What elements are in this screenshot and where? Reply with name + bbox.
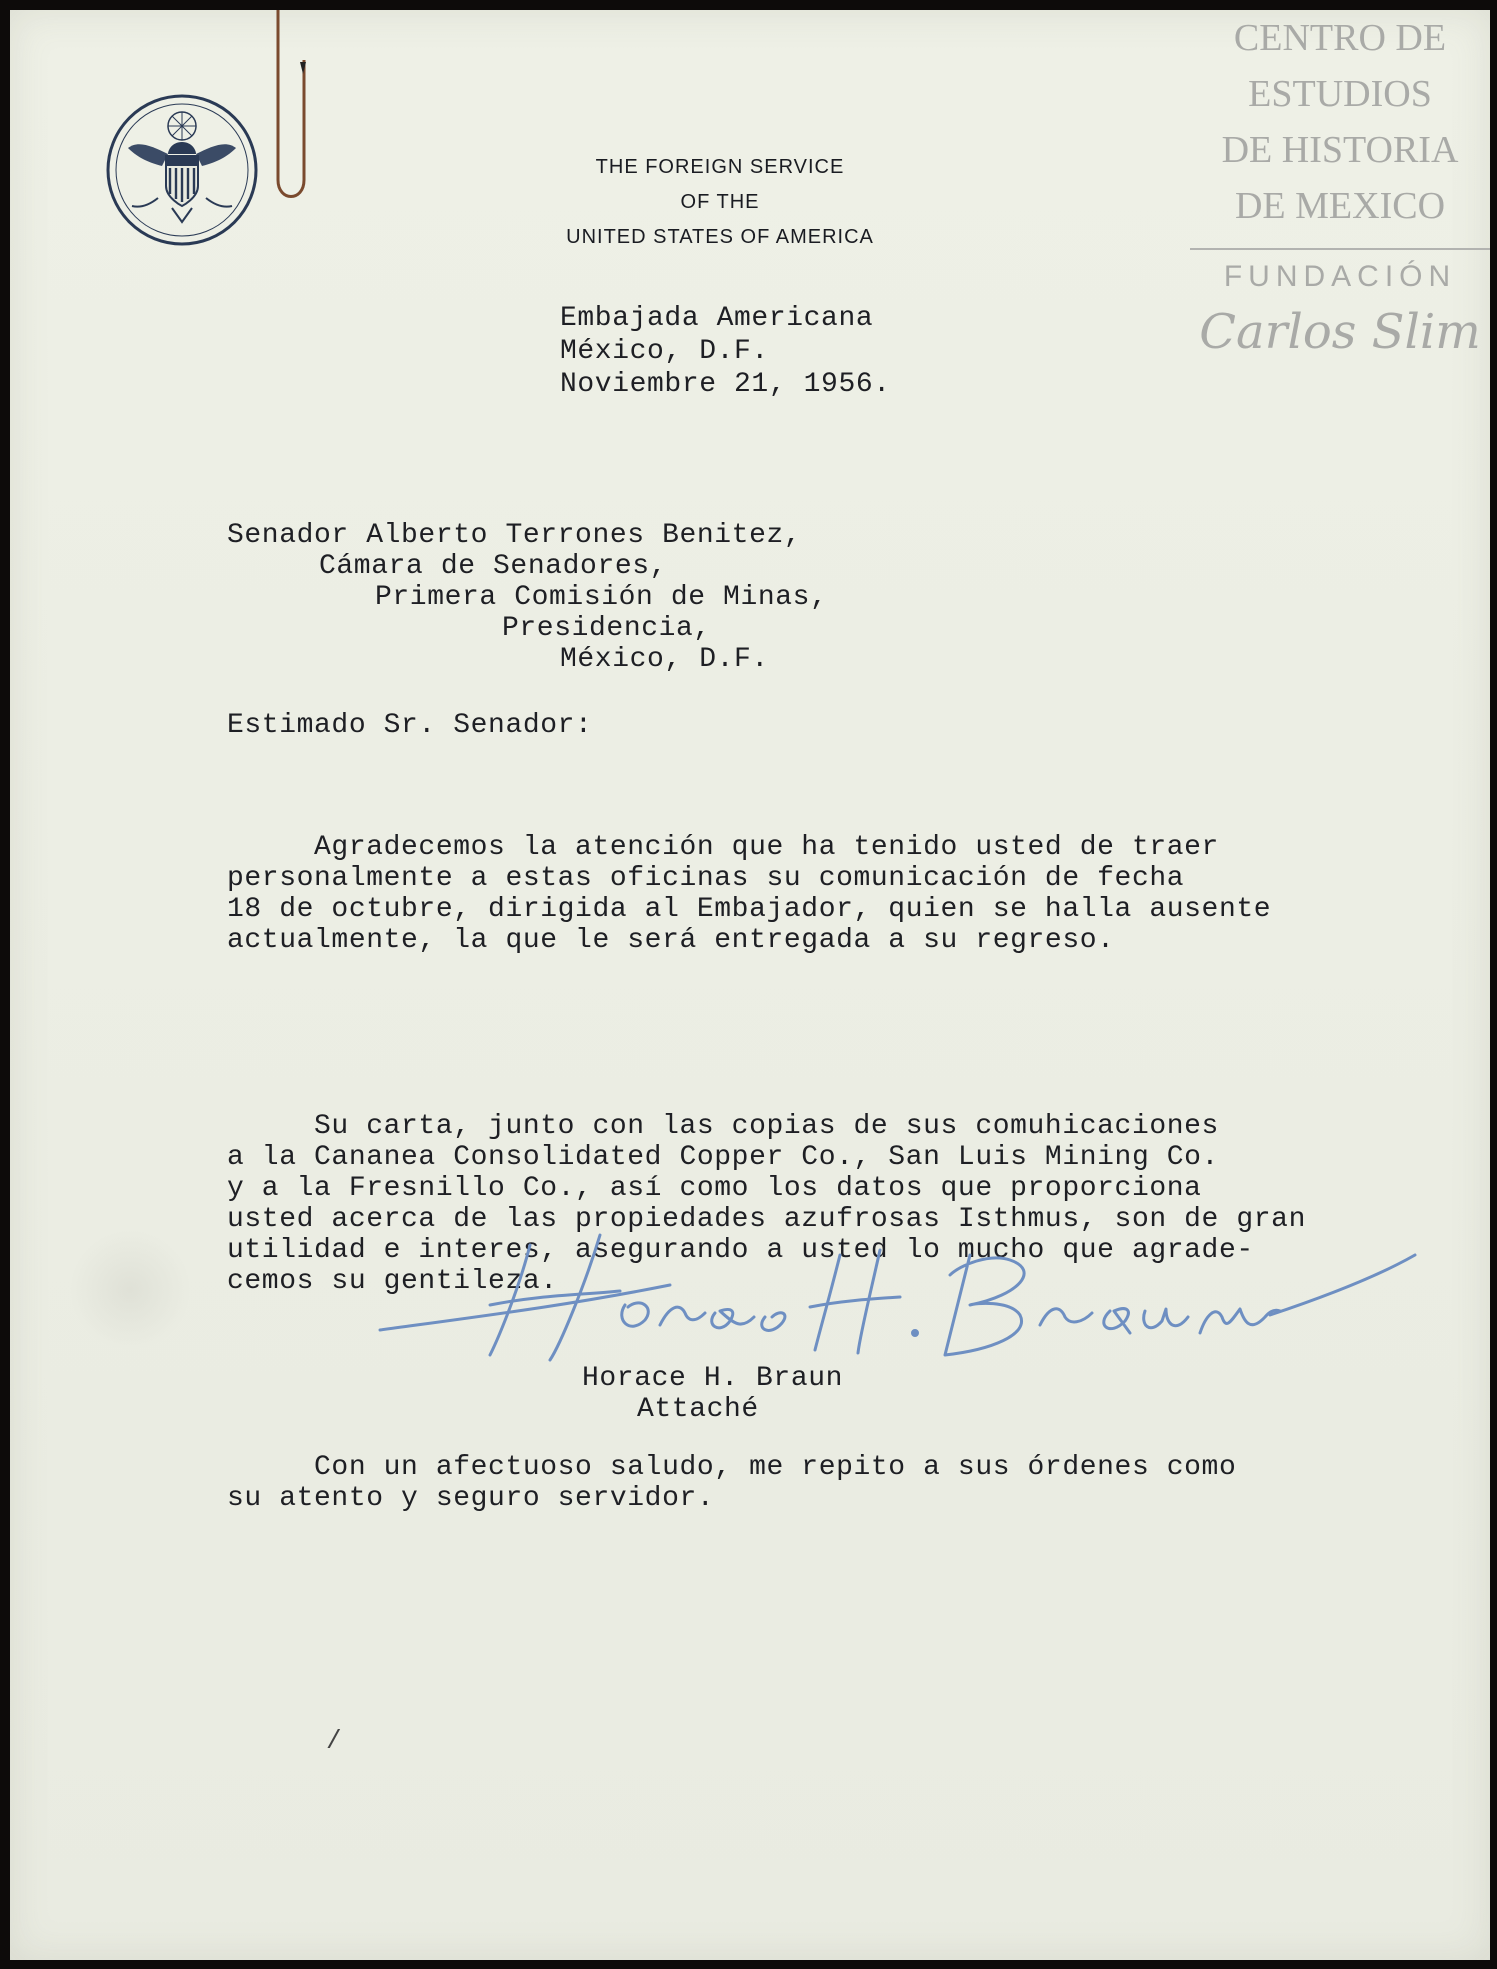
watermark-line-3: DE HISTORIA	[1221, 129, 1459, 171]
watermark-line-4: DE MEXICO	[1234, 185, 1446, 227]
paper-clip-icon	[256, 10, 326, 220]
date-line-3: Noviembre 21, 1956.	[560, 369, 891, 400]
great-seal-icon	[102, 90, 262, 250]
paragraph-1	[227, 832, 1306, 956]
signature-block	[582, 1363, 843, 1425]
date-block	[560, 302, 891, 401]
address-line-2: Cámara de Senadores,	[319, 551, 668, 582]
letterhead-line-1: THE FOREIGN SERVICE	[595, 156, 845, 178]
paragraph-gap	[227, 1018, 1306, 1049]
address-line-3: Primera Comisión de Minas,	[375, 582, 828, 613]
paragraph-line: y a la Fresnillo Co., así como los datos que proporciona	[227, 1173, 1202, 1204]
paragraph-line: Agradecemos la atención que ha tenido usted de traer	[227, 832, 1219, 863]
archive-watermark	[1190, 10, 1490, 360]
watermark-line-1: CENTRO DE	[1233, 17, 1447, 59]
paragraph-line: personalmente a estas oficinas su comunicación de fecha	[227, 863, 1185, 894]
watermark-script: Carlos Slim	[1199, 304, 1481, 360]
address-line-4: Presidencia,	[502, 613, 711, 644]
paragraph-line: cemos su gentileza.	[227, 1266, 558, 1297]
paragraph-line: Su carta, junto con las copias de sus comuhicaciones	[227, 1111, 1219, 1142]
letter-body	[227, 770, 1306, 1576]
watermark-line-2: ESTUDIOS	[1248, 73, 1432, 115]
paragraph-3	[227, 1452, 1306, 1514]
address-line-1: Senador Alberto Terrones Benitez,	[227, 520, 802, 551]
paper-mark: /	[326, 1726, 342, 1756]
letterhead-line-2: OF THE	[680, 191, 760, 213]
handwritten-signature	[370, 1225, 1420, 1375]
watermark-divider	[1190, 248, 1490, 250]
letter-page	[10, 10, 1490, 1960]
date-line-2: México, D.F.	[560, 336, 769, 367]
address-line-5: México, D.F.	[560, 644, 769, 675]
paragraph-line: actualmente, la que le será entregada a su regreso.	[227, 925, 1115, 956]
paragraph-line: utilidad e interes, asegurando a usted lo mucho que agrade-	[227, 1235, 1254, 1266]
salutation: Estimado Sr. Senador:	[227, 710, 593, 741]
signatory-name: Horace H. Braun	[582, 1363, 844, 1394]
paragraph-line: su atento y seguro servidor.	[227, 1483, 715, 1514]
date-line-1: Embajada Americana	[560, 303, 874, 334]
paragraph-line: 18 de octubre, dirigida al Embajador, quien se halla ausente	[227, 894, 1272, 925]
paragraph-line: usted acerca de las propiedades azufrosas Isthmus, son de gran	[227, 1204, 1306, 1235]
watermark-fundacion: FUNDACIÓN	[1223, 260, 1457, 293]
paragraph-line: Con un afectuoso saludo, me repito a sus órdenes como	[227, 1452, 1237, 1483]
letterhead	[490, 150, 950, 255]
recipient-address	[227, 520, 827, 675]
signatory-title: Attaché	[637, 1394, 759, 1425]
paragraph-line: a la Cananea Consolidated Copper Co., San Luis Mining Co.	[227, 1142, 1219, 1173]
letterhead-line-3: UNITED STATES OF AMERICA	[566, 226, 874, 248]
